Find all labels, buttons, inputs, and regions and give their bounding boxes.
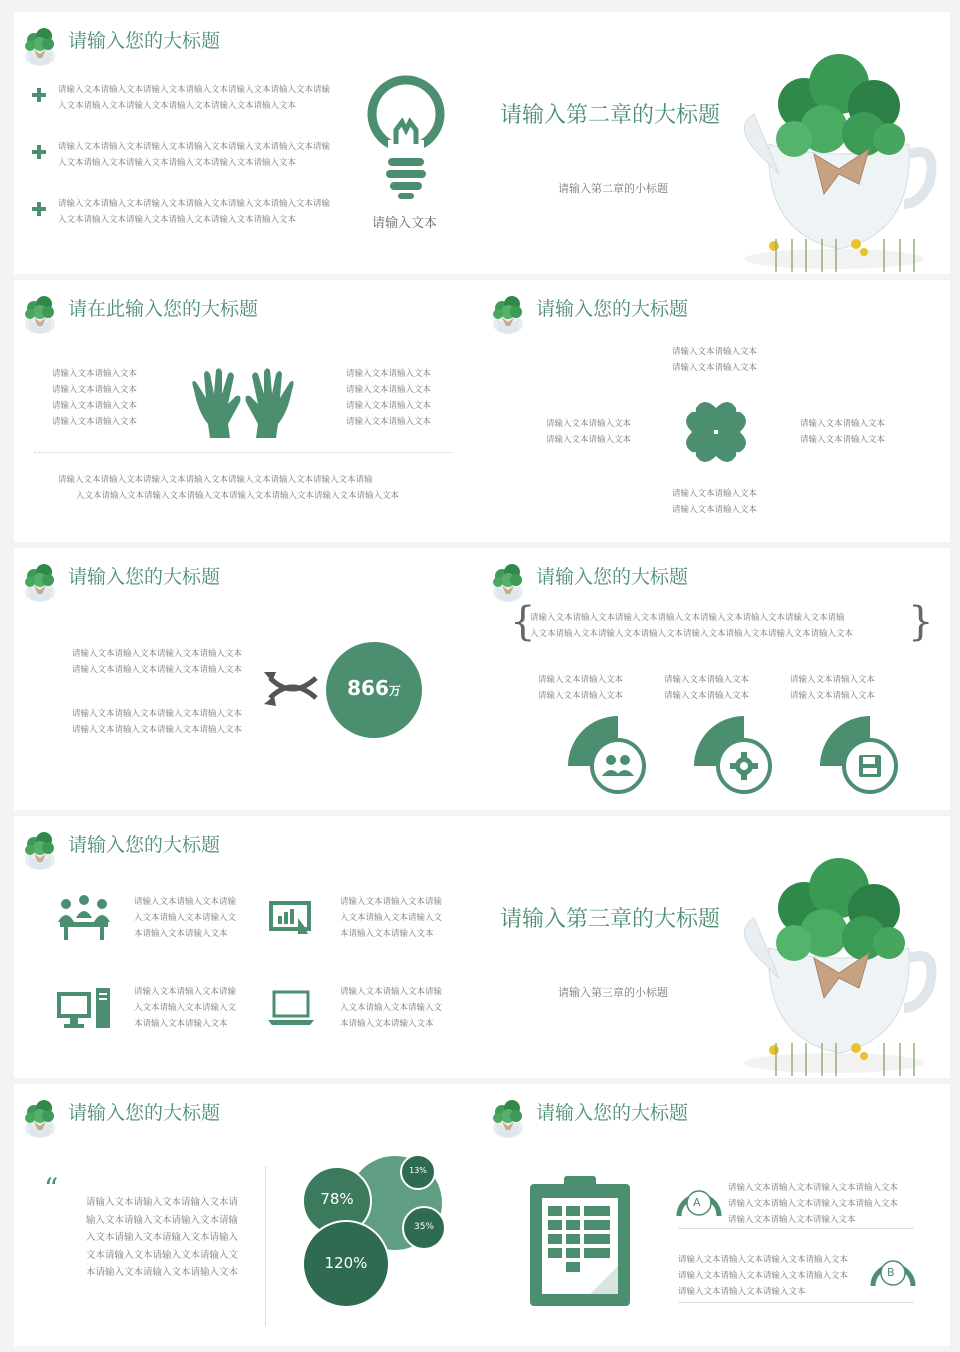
plus-icon: [32, 88, 46, 102]
quote-text: 请输入文本请输入文本请输入文本请 输入文本请输入文本请输入文本请输 入文本请输入文本请输入文本请输入 文本请输入文本请输入文本请输入文 本请输入文本请输入文本请输入文本: [86, 1197, 239, 1278]
right-text: 请输入文本请输入文本 请输入文本请输入文本 请输入文本请输入文本 请输入文本请输入文本: [346, 369, 432, 427]
value-unit: 万: [388, 684, 401, 698]
divider: [265, 1166, 266, 1326]
plant-pot-icon: [18, 824, 62, 874]
divider: [34, 452, 452, 453]
plant-pot-icon: [18, 556, 62, 606]
slide-8-chapter: [482, 816, 950, 1078]
text-block-presentation: 请输入文本请输入文本请输 入文本请输入文本请输入文 本请输入文本请输入文本: [340, 897, 443, 939]
plant-pot-icon: [18, 288, 62, 338]
plus-icon: [32, 202, 46, 216]
left-text: 请输入文本请输入文本 请输入文本请输入文本: [546, 419, 632, 445]
text-block-b: 请输入文本请输入文本请输入文本请输入文本 请输入文本请输入文本请输入文本请输入文本 请输入文本请输入文本请输入文本: [678, 1255, 849, 1297]
slide-title: 请输入您的大标题: [68, 566, 221, 588]
col-3-text: 请输入文本请输入文本 请输入文本请输入文本: [790, 675, 876, 701]
plant-pot-icon: [486, 1092, 530, 1142]
col-2-text: 请输入文本请输入文本 请输入文本请输入文本: [664, 675, 750, 701]
slide-10: [482, 1084, 950, 1346]
slide-3: 请在此输入您的大标题 请输入文本请输入文本 请输入文本请输入文本 请输入文本请输入文本 请输入文本请输入文本 请输入文本请输入文本 请输入文本请输入文本 请输入文本请输入文本 请输入文本请输入文本 请输入文本请输入文本请输入文本请输入文本请输入文本请输入文本请输入文本请输 入文本请输入文本请输入文本请输入文本请输入文本请输入文本请输入文本请输入文本: [14, 280, 482, 542]
clipboard-icon: [528, 1174, 634, 1308]
text-block-meeting: 请输入文本请输入文本请输 入文本请输入文本请输入文 本请输入文本请输入文本: [134, 897, 237, 939]
lightbulb-icon: [366, 74, 450, 204]
chapter-title: 请输入第三章的大标题: [500, 907, 721, 932]
chapter-title: 请输入第二章的大标题: [500, 103, 721, 128]
value-number: 866: [347, 676, 389, 700]
brace-left: {: [510, 599, 536, 645]
slide-4: [482, 280, 950, 542]
slide-1: 请输入您的大标题 请输入文本请输入文本请输入文本请输入文本请输入文本请输入文本请输 入文本请输入文本请输入文本请输入文本请输入文本请输入文本 请输入文本请输入文本请输入文本请输入文本请输入文本请输入文本请输 入文本请输入文本请输入文本请输入文本请输入文本请输入文本 请输入文本请输入文本请输入文本请输入文本请输入文本请输入文本请输 入文本请输入文本请输入文本请输入文本请输入文本请输入文本 请输入文本: [14, 12, 482, 274]
slide-5: [14, 548, 482, 810]
divider: [678, 1302, 914, 1303]
plant-pot-illustration-icon: [744, 838, 944, 1078]
plus-icon: [32, 145, 46, 159]
plant-pot-icon: [18, 20, 62, 70]
bubble-120: 120%: [302, 1220, 390, 1308]
hands-icon: [188, 368, 298, 440]
cross-arrows-icon: [264, 670, 322, 706]
bubble-13: 13%: [400, 1154, 436, 1190]
text-block-2: 请输入文本请输入文本请输入文本请输入文本 请输入文本请输入文本请输入文本请输入文本: [72, 709, 243, 735]
plant-pot-illustration-icon: [744, 34, 944, 274]
slide-title: 请输入您的大标题: [536, 1102, 689, 1124]
bubble-78: 78%: [302, 1166, 372, 1236]
right-text: 请输入文本请输入文本 请输入文本请输入文本: [800, 419, 886, 445]
bulb-label: 请输入文本: [372, 216, 438, 231]
text-block-laptop: 请输入文本请输入文本请输 入文本请输入文本请输入文 本请输入文本请输入文本: [340, 987, 443, 1029]
value-circle: [326, 642, 422, 738]
clover-icon: [674, 390, 758, 474]
bubble-35: 35%: [402, 1206, 446, 1250]
meeting-icon: [56, 894, 112, 942]
col-1-text: 请输入文本请输入文本 请输入文本请输入文本: [538, 675, 624, 701]
slide-title: 请输入您的大标题: [68, 30, 221, 52]
gear-icon: [692, 714, 782, 794]
top-text: 请输入文本请输入文本 请输入文本请输入文本: [672, 347, 758, 373]
slide-title: 请输入您的大标题: [536, 298, 689, 320]
text-block-1: 请输入文本请输入文本请输入文本请输入文本 请输入文本请输入文本请输入文本请输入文本: [72, 649, 243, 675]
slide-9: [14, 1084, 482, 1346]
divider: [678, 1228, 914, 1229]
slide-7: [14, 816, 482, 1078]
slide-2-chapter: [482, 12, 950, 274]
slide-title: 请在此输入您的大标题: [68, 298, 259, 320]
quote-icon: “: [44, 1172, 59, 1205]
plant-pot-icon: [18, 1092, 62, 1142]
label-a: A: [693, 1196, 701, 1209]
laptop-icon: [268, 990, 314, 1026]
chapter-subtitle: 请输入第二章的小标题: [558, 182, 668, 195]
text-block-a: 请输入文本请输入文本请输入文本请输入文本 请输入文本请输入文本请输入文本请输入文本 请输入文本请输入文本请输入文本: [728, 1183, 899, 1225]
bottom-text: 请输入文本请输入文本 请输入文本请输入文本: [672, 489, 758, 515]
brace-right: }: [908, 599, 934, 645]
presentation-icon: [268, 900, 314, 936]
text-block-desktop: 请输入文本请输入文本请输 入文本请输入文本请输入文 本请输入文本请输入文本: [134, 987, 237, 1029]
slide-6: 请输入您的大标题 { } 请输入文本请输入文本请输入文本请输入文本请输入文本请输入文本请输入文本请输 入文本请输入文本请输入文本请输入文本请输入文本请输入文本请输入文本请输入文本 请输入文本请输入文本 请输入文本请输入文本 请输入文本请输入文本 请输入文本请输入文本 请输入文本请输入文本 请输入文本请输入文本: [482, 548, 950, 810]
slide-title: 请输入您的大标题: [68, 1102, 221, 1124]
plant-pot-icon: [486, 288, 530, 338]
people-icon: [566, 714, 656, 794]
floppy-icon: [818, 714, 908, 794]
label-b: B: [887, 1266, 895, 1279]
slide-title: 请输入您的大标题: [68, 834, 221, 856]
chapter-subtitle: 请输入第三章的小标题: [558, 986, 668, 999]
slide-title: 请输入您的大标题: [536, 566, 689, 588]
desktop-icon: [56, 988, 112, 1030]
left-text: 请输入文本请输入文本 请输入文本请输入文本 请输入文本请输入文本 请输入文本请输入文本: [52, 369, 138, 427]
